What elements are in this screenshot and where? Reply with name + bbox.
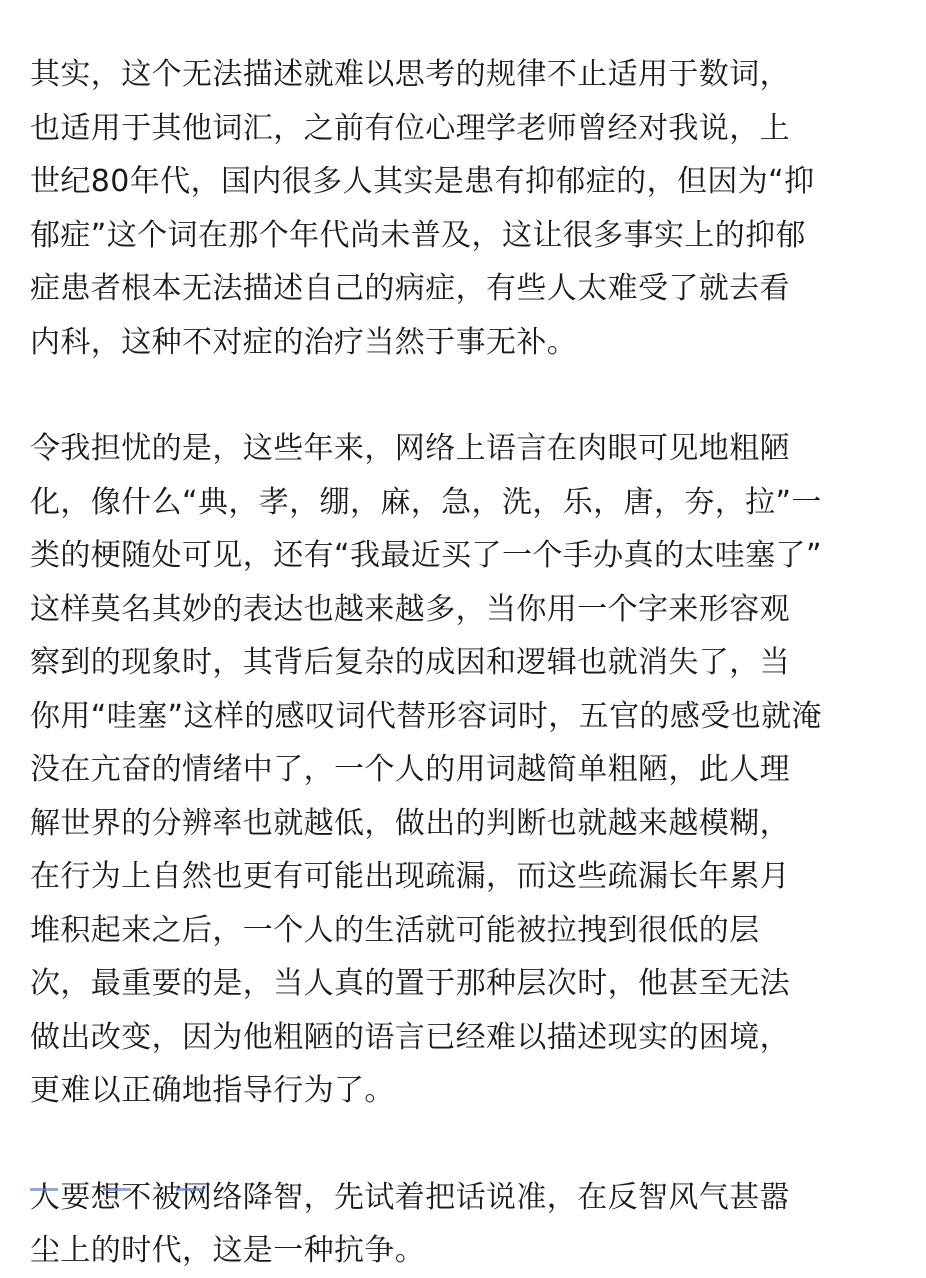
cutoff-glyph-fragment xyxy=(176,1188,204,1200)
text-line: 做出改变，因为他粗陋的语言已经难以描述现实的困境， xyxy=(30,1019,790,1055)
text-line: 你用“哇塞”这样的感叹词代替形容词时，五官的感受也就淹 xyxy=(30,698,822,734)
text-line: 在行为上自然也更有可能出现疏漏，而这些疏漏长年累月 xyxy=(30,859,790,894)
text-line: 更难以正确地指导行为了。 xyxy=(30,1073,395,1108)
text-line: 尘上的时代，这是一种抗争。 xyxy=(30,1233,426,1268)
text-line: 症患者根本无法描述自己的病症，有些人太难受了就去看 xyxy=(30,271,790,306)
paragraph-spacer xyxy=(30,369,900,422)
text-line: 化，像什么“典，孝，绷，麻，急，洗，乐，唐，夯，拉”一 xyxy=(30,484,822,520)
text-line: 其实，这个无法描述就难以思考的规律不止适用于数词， xyxy=(30,57,790,92)
cutoff-glyph-fragment xyxy=(30,1188,58,1200)
paragraph-3 xyxy=(30,1171,900,1278)
text-line: 类的梗随处可见，还有“我最近买了一个手办真的太哇塞了” xyxy=(30,538,822,573)
paragraph-1 xyxy=(30,48,900,369)
text-line: 察到的现象时，其背后复杂的成因和逻辑也就消失了，当 xyxy=(30,645,790,680)
text-line: 解世界的分辨率也就越低，做出的判断也就越来越模糊， xyxy=(30,805,790,841)
cutoff-next-content xyxy=(30,1188,290,1200)
text-line: 也适用于其他词汇，之前有位心理学老师曾经对我说，上 xyxy=(30,110,790,146)
text-line: 郁症”这个词在那个年代尚未普及，这让很多事实上的抑郁 xyxy=(30,217,806,253)
paragraph-spacer xyxy=(30,1118,900,1171)
text-line: 没在亢奋的情绪中了，一个人的用词越简单粗陋，此人理 xyxy=(30,752,790,787)
paragraph-2 xyxy=(30,422,900,1118)
text-line: 堆积起来之后，一个人的生活就可能被拉拽到很低的层 xyxy=(30,912,760,948)
text-line: 人要想不被网络降智，先试着把话说准，在反智风气甚嚣 xyxy=(30,1179,790,1215)
text-line: 这样莫名其妙的表达也越来越多，当你用一个字来形容观 xyxy=(30,591,790,627)
cutoff-glyph-fragment xyxy=(103,1188,131,1200)
article-body xyxy=(30,48,900,1278)
text-line: 令我担忧的是，这些年来，网络上语言在肉眼可见地粗陋 xyxy=(30,431,790,466)
text-line: 世纪80年代，国内很多人其实是患有抑郁症的，但因为“抑 xyxy=(30,164,815,199)
text-line: 次，最重要的是，当人真的置于那种层次时，他甚至无法 xyxy=(30,966,790,1001)
text-line: 内科，这种不对症的治疗当然于事无补。 xyxy=(30,324,578,360)
